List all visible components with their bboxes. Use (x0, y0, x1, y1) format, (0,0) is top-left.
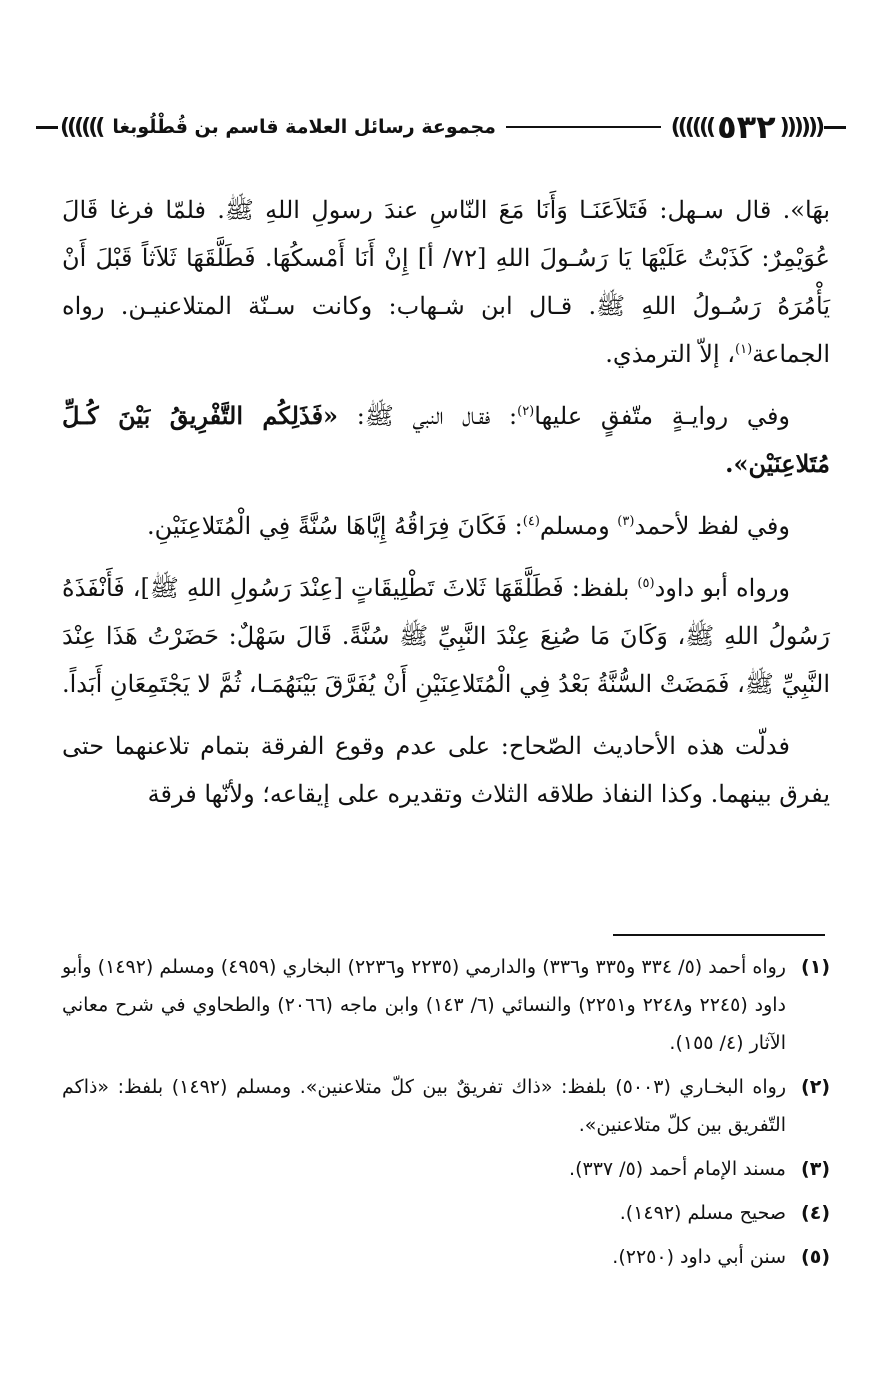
footnote-5 (62, 1238, 830, 1276)
running-header (36, 104, 846, 150)
page-number: ٥٣٢ (717, 108, 776, 146)
footnote-ref-3[interactable]: (٣) (617, 514, 635, 529)
footnote-number: (٣) (801, 1158, 830, 1180)
paragraph-4: ورواه أبو داود$^{(٥)}$ بلفظ: فَطَلَّقَهَا ثَلاثَ تَطْلِيقَاتٍ [عِنْدَ رَسُولِ اللهِ ﷺ]، فَأَنْفَذَهُ رَسُولُ اللهِ ﷺ، وَكَانَ مَا صُنِعَ عِنْدَ النَّبِيِّ ﷺ سُنَّةً. قَالَ سَهْلٌ: حَضَرْتُ هَذَا عِنْدَ النَّبِيِّ ﷺ، فَمَضَتْ السُّنَّةُ بَعْدُ فِي الْمُتَلاعِنَيْنِ أَنْ يُفَرَّقَ بَيْنَهُمَـا، ثُمَّ لا يَجْتَمِعَانِ أَبَداً. (62, 574, 831, 698)
footnote-number: (٢) (801, 1076, 830, 1098)
footnote-text: سنن أبي داود (٢٢٥٠). (612, 1246, 786, 1268)
footnotes (62, 948, 830, 1282)
header-ornament-right: (((((( (780, 115, 846, 140)
footnote-text: صحيح مسلم (١٤٩٢). (619, 1202, 786, 1224)
footnote-text: مسند الإمام أحمد (٥/ ٣٣٧). (569, 1158, 786, 1180)
paragraph-1: بهَا». قال سـهل: فَتَلاَعَنَـا وَأَنَا مَعَ النّاسِ عندَ رسولِ اللهِ ﷺ. فلمّا فرغا قَالَ عُوَيْمِرٌ: كَذَبْتُ عَلَيْهَا يَا رَسُـولَ اللهِ [٧٢/ أ] إِنْ أَنَا أَمْسكُهَا. فَطَلَّقَهَا ثَلاَثاً قَبْلَ أَنْ يَأْمُرَهُ رَسُـولُ اللهِ ﷺ. قـال ابن شـهاب: وكانت سـنّة المتلاعنيـن. رواه الجماعة$^{(١)}$، إلاّ الترمذي. (62, 196, 830, 368)
header-ornament-left: )))))) (36, 115, 102, 140)
footnote-ref-2[interactable]: (٢) (517, 404, 535, 419)
main-text (62, 186, 830, 832)
footnote-1 (62, 948, 830, 1062)
paragraph-5: فدلّت هذه الأحاديث الصّحاح: على عدم وقوع الفرقة بتمام تلاعنهما حتى يفرق بينهما. وكذا النفاذ طلاقه الثلاث وتقديره على إيقاعه؛ ولأنّها فرقة (62, 732, 830, 808)
running-title: مجموعة رسائل العلامة قاسم بن قُطْلُوبغا (112, 116, 496, 138)
footnote-separator (613, 934, 825, 936)
paragraph-3: وفي لفظ لأحمد$^{(٣)}$ ومسلم$^{(٤)}$: فَكَانَ فِرَاقُهُ إِيَّاهَا سُنَّةً فِي الْمُتَلاعِنَيْنِ. (147, 512, 790, 540)
footnote-number: (١) (801, 956, 830, 978)
footnote-number: (٥) (801, 1246, 830, 1268)
hadith-quote: «فَذَلِكُم التَّفْرِيقُ بَيْنَ كُـلِّ مُتَلاعِنَيْن». (62, 401, 830, 478)
footnote-text: رواه البخـاري (٥٠٠٣) بلفظ: «ذاك تفريقٌ بين كلّ متلاعنين». ومسلم (١٤٩٢) بلفظ: «ذاكم التّفريق بين كلّ متلاعنين». (62, 1076, 786, 1136)
header-ornament-inner: )))))) (670, 114, 714, 140)
footnote-2 (62, 1068, 830, 1144)
header-rule (506, 126, 661, 128)
footnote-number: (٤) (801, 1202, 830, 1224)
footnote-ref-1[interactable]: (١) (735, 342, 753, 357)
footnote-4 (62, 1194, 830, 1232)
footnote-text: رواه أحمد (٥/ ٣٣٤ و٣٣٥ و٣٣٦) والدارمي (٢٢٣٥ و٢٢٣٦) البخاري (٤٩٥٩) ومسلم (١٤٩٢) وأبو داود (٢٢٤٥ و٢٢٤٨ و٢٢٥١) والنسائي (٦/ ١٤٣) وابن ماجه (٢٠٦٦) والطحاوي في شرح معاني الآثار (٤/ ١٥٥). (62, 956, 786, 1054)
footnote-ref-4[interactable]: (٤) (522, 514, 540, 529)
footnote-ref-5[interactable]: (٥) (637, 576, 655, 591)
footnote-3 (62, 1150, 830, 1188)
paragraph-2: وفي روايـةٍ متّفقٍ عليها$^{(٢)}$: فقـال النبي ﷺ: «فَذَلِكُم التَّفْرِيقُ بَيْنَ كُـلِّ مُتَلاعِنَيْن». (62, 401, 830, 478)
